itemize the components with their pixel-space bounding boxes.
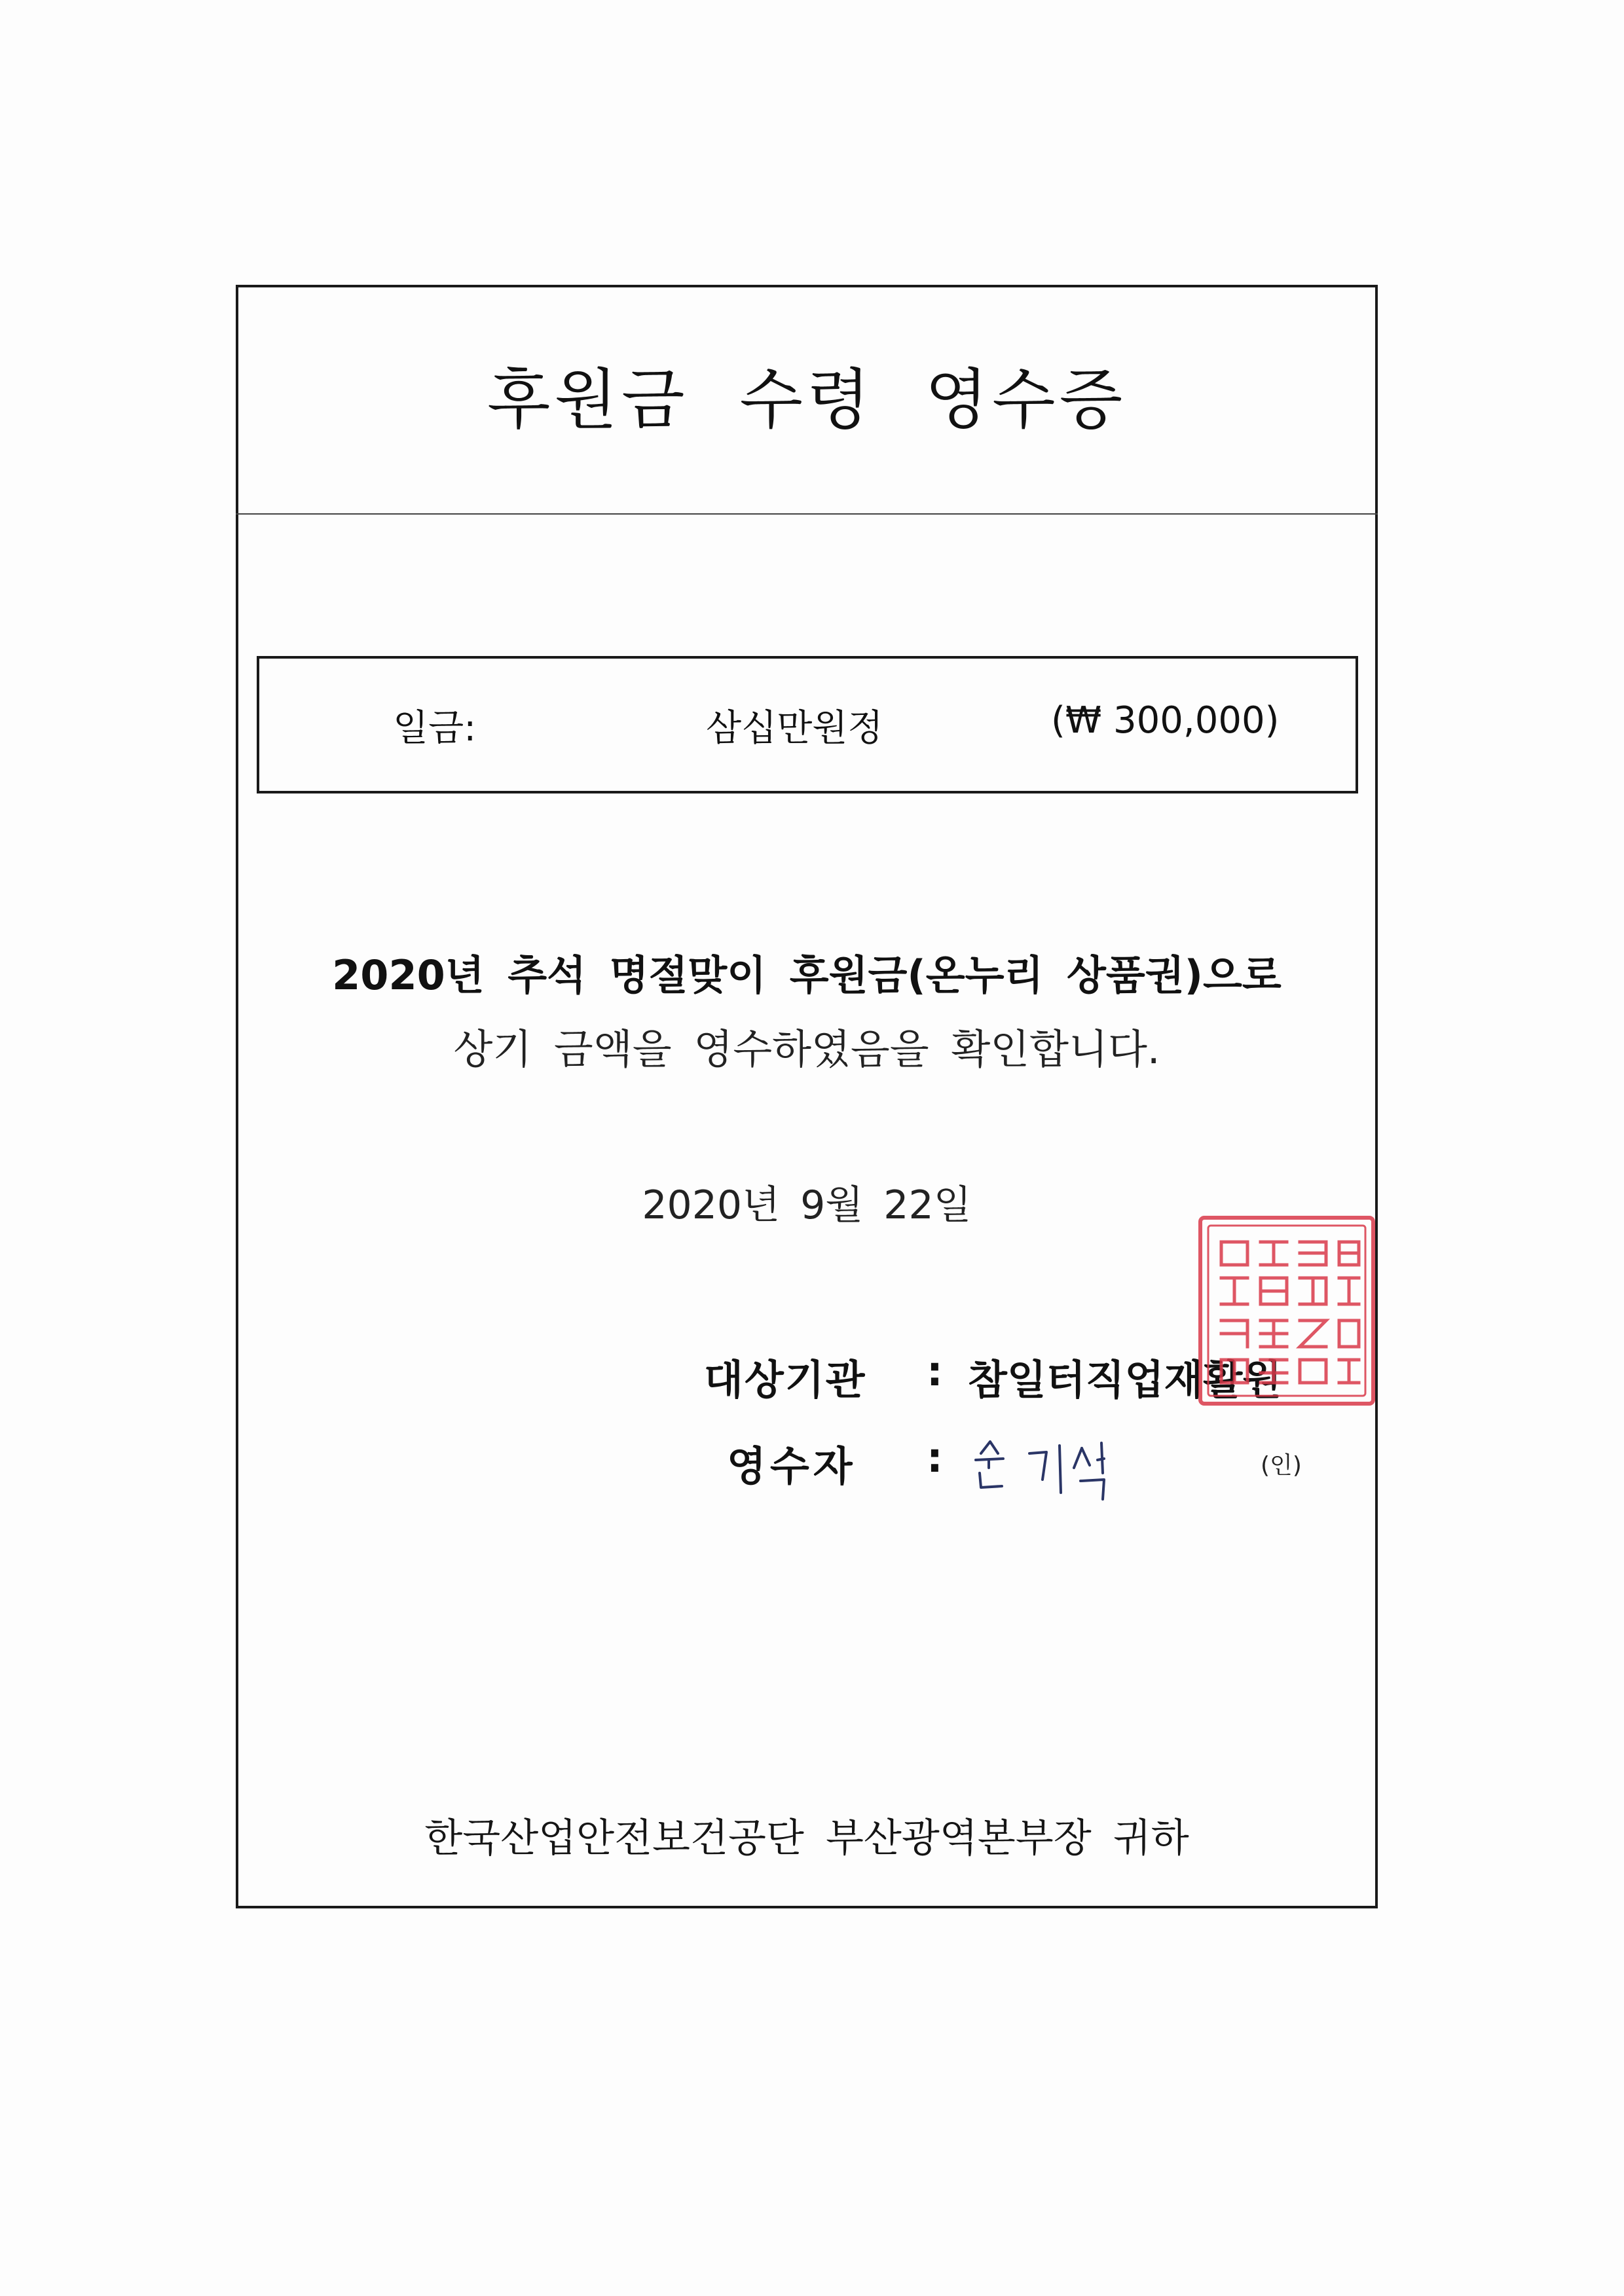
organization-colon: : [927, 1347, 943, 1395]
organization-name: 참일터직업재활원 [968, 1356, 1282, 1404]
statement-line-2: 상기 금액을 영수하였음을 확인합니다. [453, 1025, 1160, 1073]
amount-in-numbers: (₩ 300,000) [1051, 699, 1280, 742]
addressee: 한국산업안전보건공단 부산광역본부장 귀하 [424, 1815, 1189, 1861]
issue-date: 2020년 9월 22일 [642, 1182, 972, 1228]
organization-label: 대상기관 [704, 1356, 866, 1404]
amount-label: 일금: [393, 707, 477, 750]
recipient-signature [969, 1434, 1120, 1506]
seal-mark: (인) [1261, 1452, 1302, 1479]
title-divider [236, 513, 1378, 515]
recipient-label: 영수자 [727, 1442, 857, 1490]
amount-in-words: 삼십만원정 [706, 707, 883, 750]
receipt-frame [236, 285, 1378, 1908]
official-seal-stamp [1195, 1212, 1378, 1409]
document-title: 후원금 수령 영수증 [487, 361, 1127, 438]
recipient-colon: : [927, 1434, 943, 1482]
statement-line-1: 2020년 추석 명절맞이 후원금(온누리 상품권)으로 [332, 951, 1282, 999]
